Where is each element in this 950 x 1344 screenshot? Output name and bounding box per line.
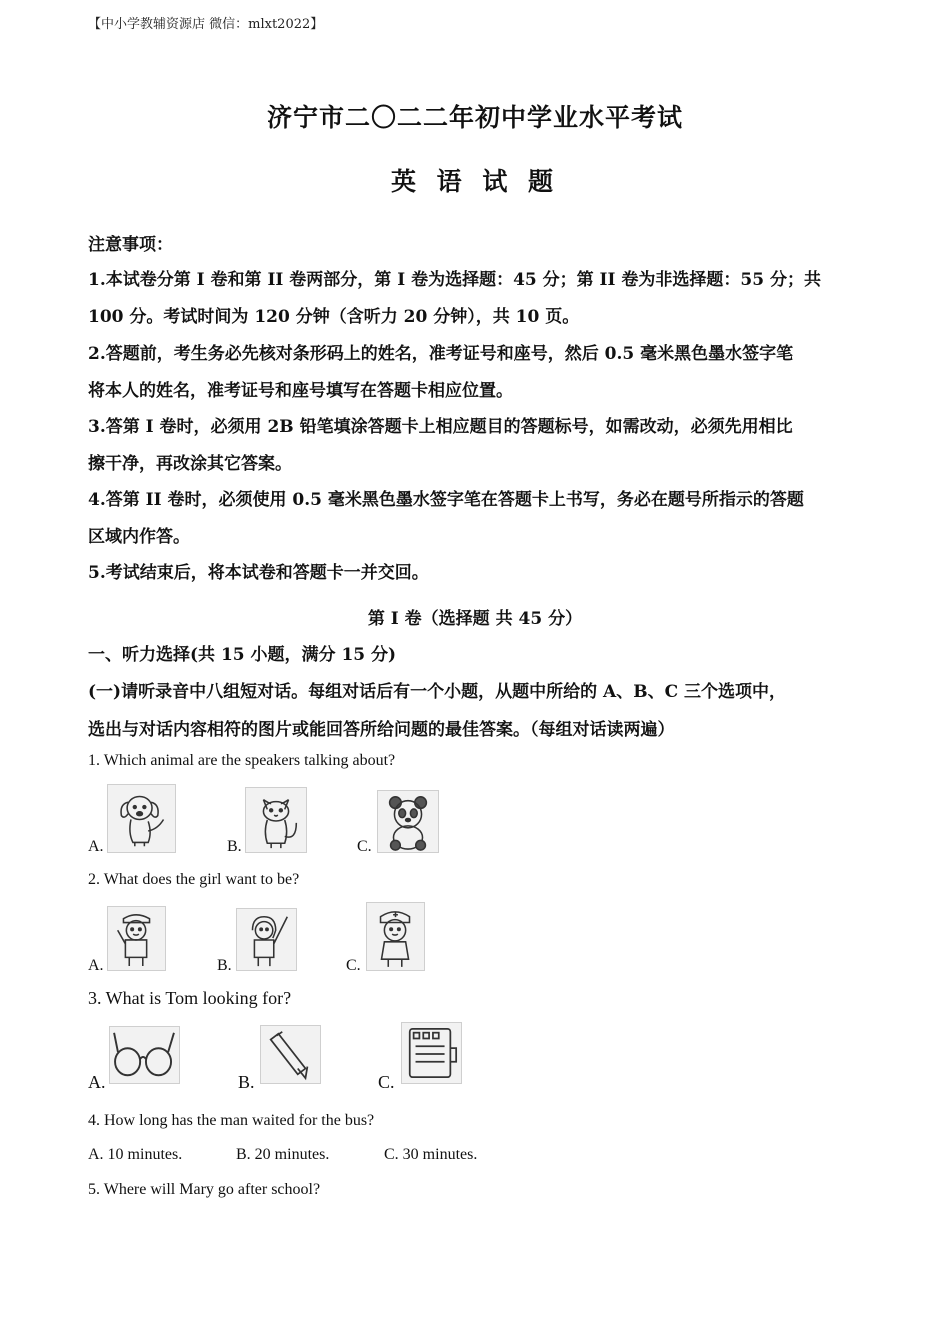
section-title: 第 I 卷（选择题 共 45 分） (367, 609, 583, 629)
dog-icon (107, 784, 176, 853)
question-2: 2. What does the girl want to be? (88, 871, 300, 888)
panda-icon (377, 790, 439, 853)
exam-title: 济宁市二〇二二年初中学业水平考试 (266, 103, 683, 132)
glasses-icon (109, 1026, 180, 1084)
page-header: 【中小学教辅资源店 微信：mlxt2022】 (88, 17, 324, 32)
option-label: C. (378, 1072, 395, 1092)
option-text: A. 10 minutes. (88, 1146, 183, 1163)
notice-line: 1.本试卷分第 I 卷和第 II 卷两部分，第 I 卷为选择题：45 分；第 II 卷为非选择题：55 分；共 (88, 270, 821, 290)
notice-line: 擦干净，再改涂其它答案。 (88, 454, 292, 474)
notice-line: 100 分。考试时间为 120 分钟（含听力 20 分钟），共 10 页。 (88, 307, 580, 327)
notice-line: 区域内作答。 (88, 527, 190, 547)
option-label: C. (357, 838, 372, 855)
option-text: C. 30 minutes. (384, 1146, 478, 1163)
question-1: 1. Which animal are the speakers talking about? (88, 752, 396, 769)
notice-heading: 注意事项： (88, 235, 173, 255)
notice-line: 3.答第 I 卷时，必须用 2B 铅笔填涂答题卡上相应题目的答题标号，如需改动，必须先用相比 (88, 417, 793, 437)
pen-icon (260, 1025, 321, 1084)
option-label: A. (88, 1072, 106, 1092)
teacher-icon (236, 908, 297, 971)
notice-line: 2.答题前，考生务必先核对条形码上的姓名，准考证号和座号，然后 0.5 毫米黑色墨水签字笔 (88, 344, 794, 364)
option-label: B. (217, 957, 232, 974)
option-text: B. 20 minutes. (236, 1146, 330, 1163)
part-instruction: (一)请听录音中八组短对话。每组对话后有一个小题，从题中所给的 A、B、C 三个选项中， (88, 682, 787, 702)
notice-line: 4.答第 II 卷时，必须使用 0.5 毫米黑色墨水签字笔在答题卡上书写，务必在题号所指示的答题 (88, 490, 804, 510)
nurse-icon (366, 902, 425, 971)
option-label: A. (88, 957, 104, 974)
exam-subtitle: 英 语 试 题 (390, 167, 560, 196)
question-4: 4. How long has the man waited for the bus? (88, 1112, 375, 1129)
part-title: 一、听力选择(共 15 小题，满分 15 分) (88, 645, 397, 665)
soldier-icon (107, 906, 166, 971)
notice-line: 5.考试结束后，将本试卷和答题卡一并交回。 (88, 563, 429, 583)
cat-icon (245, 787, 307, 853)
notebook-icon (401, 1022, 462, 1084)
option-label: B. (238, 1072, 255, 1092)
question-3: 3. What is Tom looking for? (88, 988, 292, 1008)
option-label: B. (227, 838, 242, 855)
notice-line: 将本人的姓名，准考证号和座号填写在答题卡相应位置。 (88, 381, 513, 401)
part-instruction: 选出与对话内容相符的图片或能回答所给问题的最佳答案。（每组对话读两遍） (88, 720, 675, 740)
option-label: A. (88, 838, 104, 855)
question-5: 5. Where will Mary go after school? (88, 1181, 321, 1198)
option-label: C. (346, 957, 361, 974)
